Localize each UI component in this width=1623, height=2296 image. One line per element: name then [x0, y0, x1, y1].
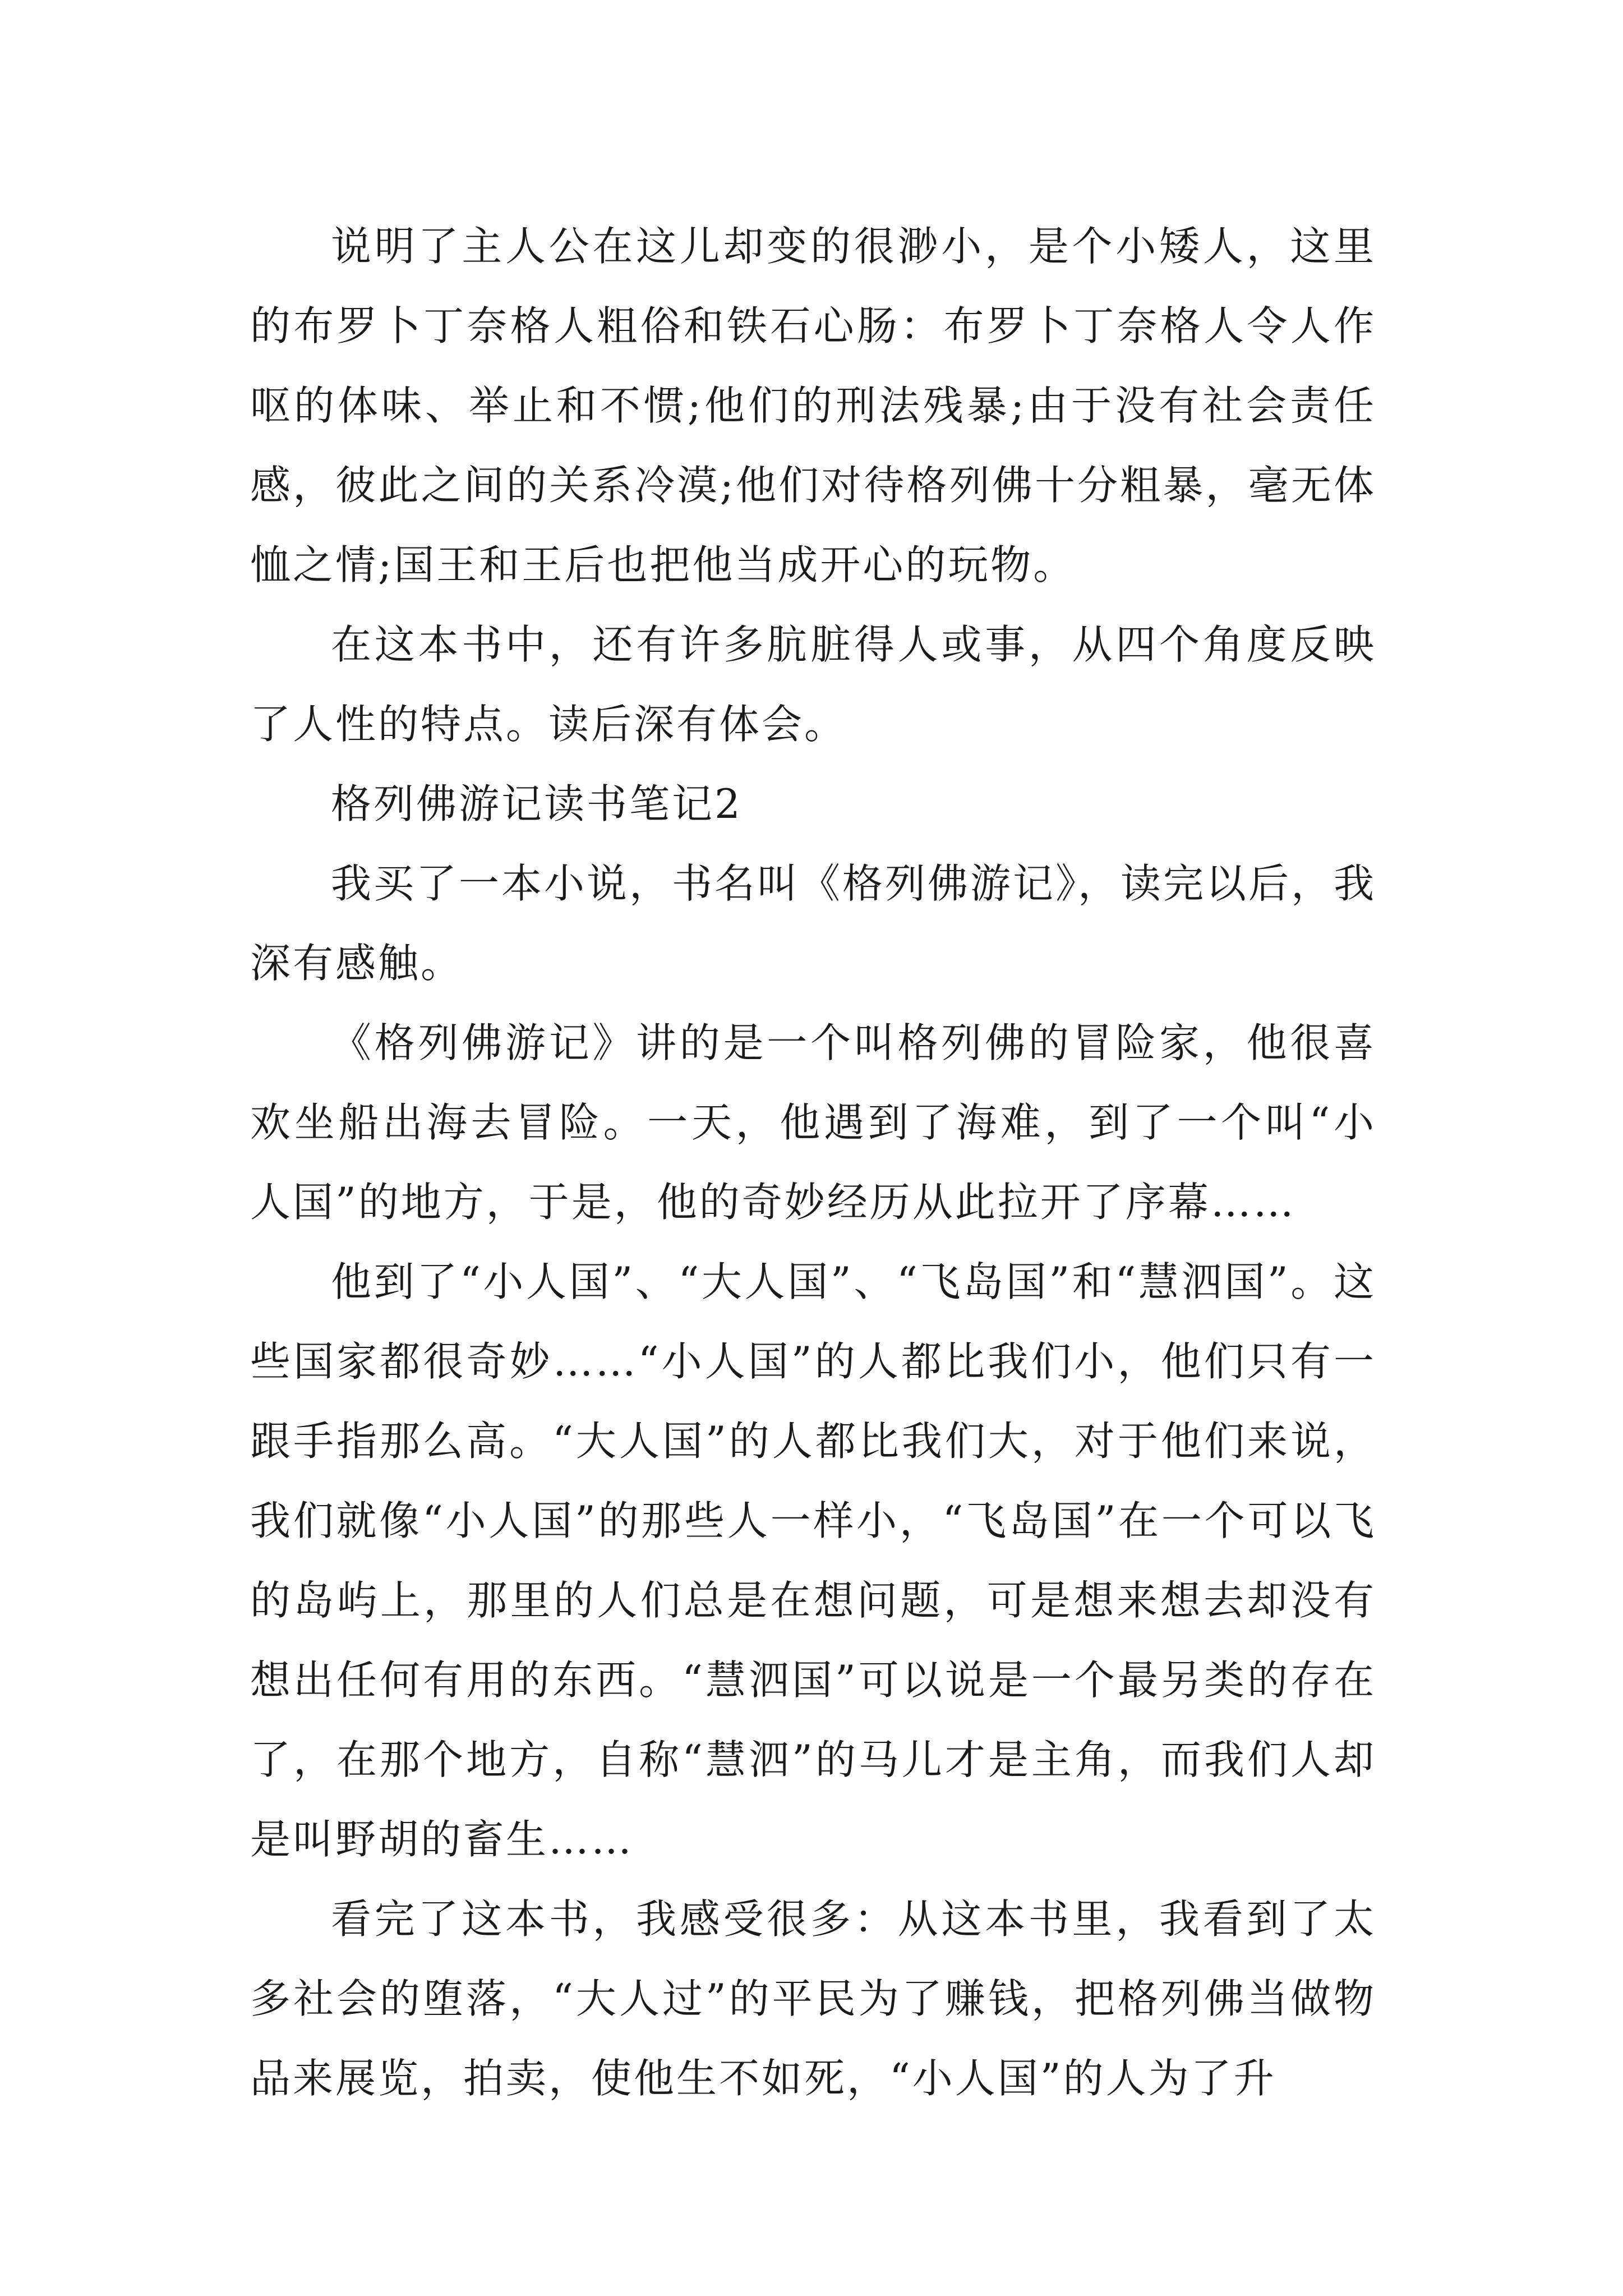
paragraph-6: 看完了这本书，我感受很多：从这本书里，我看到了太多社会的堕落，“大人过”的平民为了赚钱，把格列佛当做物品来展览，拍卖，使他生不如死，“小人国”的人为了升 — [250, 1895, 1376, 2102]
paragraph-4: 《格列佛游记》讲的是一个叫格列佛的冒险家，他很喜欢坐船出海去冒险。一天，他遇到了海难，到了一个叫“小人国”的地方，于是，他的奇妙经历从此拉开了序幕…… — [250, 1019, 1376, 1226]
paragraph-1: 说明了主人公在这儿却变的很渺小，是个小矮人，这里的布罗卜丁奈格人粗俗和铁石心肠：布罗卜丁奈格人令人作呕的体味、举止和不惯;他们的刑法残暴;由于没有社会责任感，彼此之间的关系冷漠;他们对待格列佛十分粗暴，毫无体恤之情;国王和王后也把他当成开心的玩物。 — [250, 223, 1376, 588]
paragraph-2: 在这本书中，还有许多肮脏得人或事，从四个角度反映了人性的特点。读后深有体会。 — [250, 621, 1376, 748]
document-body — [250, 206, 1376, 2118]
paragraph-5: 他到了“小人国”、“大人国”、“飞岛国”和“慧泗国”。这些国家都很奇妙……“小人国”的人都比我们小，他们只有一跟手指那么高。“大人国”的人都比我们大，对于他们来说，我们就像“小人国”的那些人一样小，“飞岛国”在一个可以飞的岛屿上，那里的人们总是在想问题，可是想来想去却没有想出任何有用的东西。“慧泗国”可以说是一个最另类的存在了，在那个地方，自称“慧泗”的马儿才是主角，而我们人却是叫野胡的畜生…… — [250, 1258, 1376, 1863]
paragraph-3: 我买了一本小说，书名叫《格列佛游记》，读完以后，我深有感触。 — [250, 860, 1377, 987]
section-heading: 格列佛游记读书笔记2 — [331, 780, 743, 827]
